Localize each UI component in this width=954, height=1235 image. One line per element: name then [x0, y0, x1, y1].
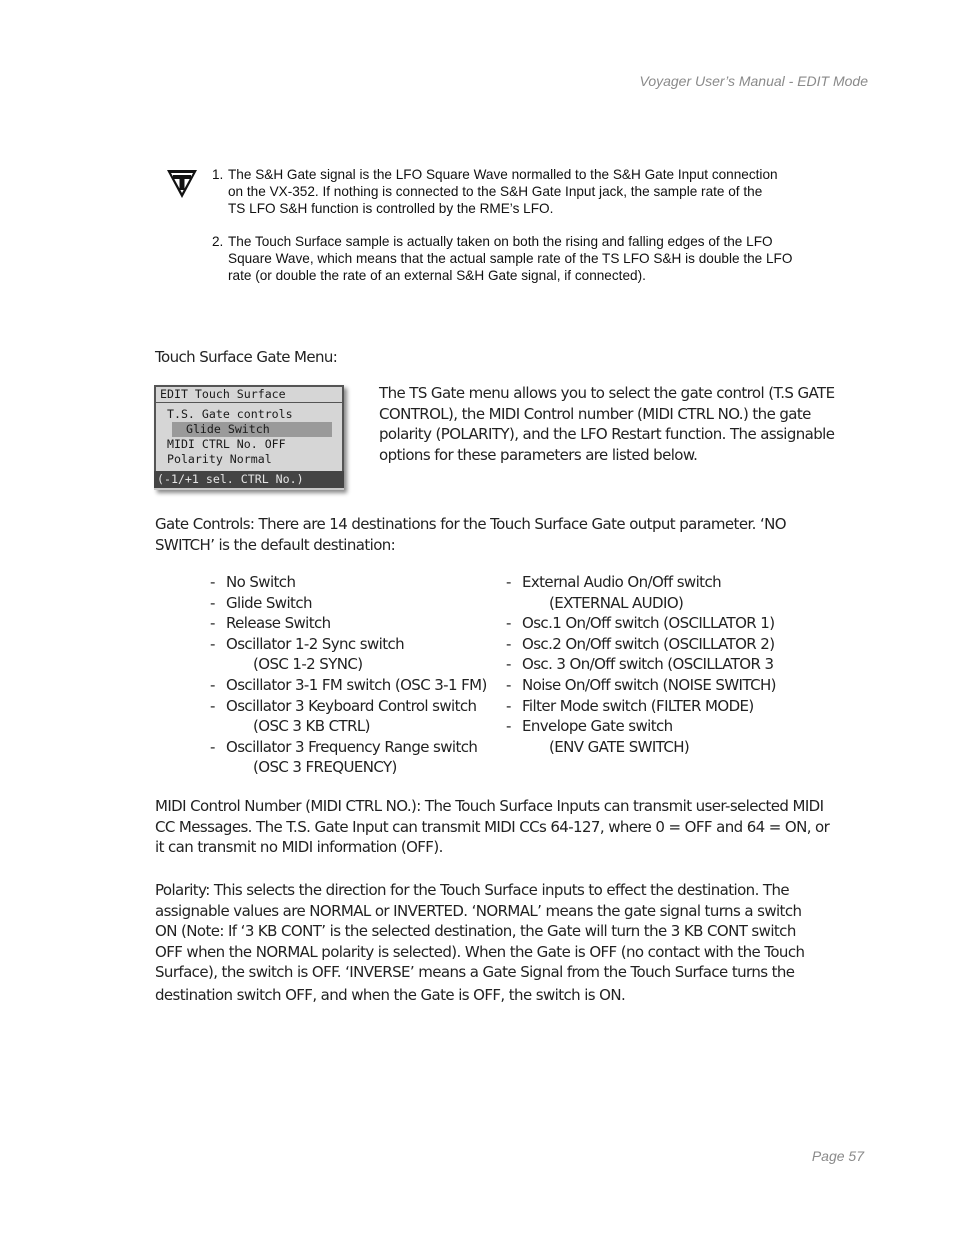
note-line: The S&H Gate signal is the LFO Square Wave normalled to the S&H Gate Input connection	[228, 167, 778, 182]
note-line: TS LFO S&H function is controlled by the RME’s LFO.	[228, 201, 554, 216]
running-header: Voyager User’s Manual - EDIT Mode	[639, 73, 868, 89]
list-item: - Osc. 3 On/Off switch (OSCILLATOR 3	[506, 655, 774, 674]
text-line: SWITCH’ is the default destination:	[155, 535, 396, 554]
destination-list-right	[506, 572, 776, 757]
list-item: - Release Switch	[210, 614, 331, 633]
list-item: - No Switch	[210, 573, 296, 591]
gate-controls-intro	[155, 514, 815, 555]
midi-control-paragraph	[155, 796, 845, 858]
note-line: on the VX-352. If nothing is connected to the S&H Gate Input jack, the sample rate of the	[228, 184, 763, 199]
text-line: polarity (POLARITY), and the LFO Restart function. The assignable	[379, 425, 835, 444]
list-item-continuation: (OSC 1-2 SYNC)	[253, 655, 363, 674]
text-line: Gate Controls: There are 14 destinations for the Touch Surface Gate output parameter. ‘NO	[155, 515, 786, 533]
list-item: - Noise On/Off switch (NOISE SWITCH)	[506, 675, 776, 694]
text-line: CC Messages. The T.S. Gate Input can transmit MIDI CCs 64-127, where 0 = OFF and 64 = ON, or	[155, 817, 830, 836]
note-line: Square Wave, which means that the actual sample rate of the TS LFO S&H is double the LFO	[228, 251, 793, 266]
text-line: it can transmit no MIDI information (OFF).	[155, 838, 443, 857]
text-line: destination switch OFF, and when the Gate is OFF, the switch is ON.	[155, 985, 626, 1004]
list-item-continuation: (ENV GATE SWITCH)	[549, 737, 690, 756]
note-number: 1.	[212, 167, 224, 182]
menu-description	[379, 383, 839, 465]
list-item: - Osc.1 On/Off switch (OSCILLATOR 1)	[506, 614, 775, 633]
text-line: CONTROL), the MIDI Control number (MIDI CTRL NO.) the gate	[379, 404, 811, 423]
lcd-title: EDIT Touch Surface	[160, 387, 286, 401]
note-line: The Touch Surface sample is actually taken on both the rising and falling edges of the LFO	[228, 234, 773, 249]
list-item: - Osc.2 On/Off switch (OSCILLATOR 2)	[506, 634, 775, 653]
text-line: ON (Note: If ‘3 KB CONT’ is the selected destination, the Gate will turn the 3 KB CONT switch	[155, 922, 796, 941]
text-line: options for these parameters are listed below.	[379, 445, 698, 464]
lcd-footer: (-1/+1 sel. CTRL No.)	[154, 471, 344, 488]
lcd-selected-line: Glide Switch	[172, 422, 332, 437]
list-item-continuation: (OSC 3 KB CTRL)	[253, 717, 370, 736]
note-line: rate (or double the rate of an external S&H Gate signal, if connected).	[228, 268, 646, 283]
list-item: - Glide Switch	[210, 593, 312, 612]
tip-note-1	[212, 166, 822, 217]
list-item: - Oscillator 3 Frequency Range switch	[210, 737, 478, 756]
text-line: The TS Gate menu allows you to select the gate control (T.S GATE	[379, 384, 835, 402]
list-item: - External Audio On/Off switch	[506, 573, 721, 591]
lcd-screenshot	[154, 385, 344, 490]
text-line: Polarity: This selects the direction for the Touch Surface inputs to effect the destination. The	[155, 881, 790, 899]
polarity-paragraph	[155, 880, 825, 1006]
list-item: - Oscillator 3-1 FM switch (OSC 3-1 FM)	[210, 675, 487, 694]
list-item: - Oscillator 3 Keyboard Control switch	[210, 696, 477, 715]
tip-notes	[212, 166, 822, 300]
text-line: assignable values are NORMAL or INVERTED. ‘NORMAL’ means the gate signal turns a switch	[155, 901, 802, 920]
list-item-continuation: (EXTERNAL AUDIO)	[549, 593, 684, 612]
section-heading: Touch Surface Gate Menu:	[155, 348, 338, 366]
list-item: - Envelope Gate switch	[506, 717, 673, 736]
tip-note-2	[212, 233, 822, 284]
text-line: Surface), the switch is OFF. ‘INVERSE’ means a Gate Signal from the Touch Surface turns the	[155, 963, 795, 982]
lcd-display	[154, 385, 344, 472]
lcd-line: MIDI CTRL No. OFF	[160, 437, 286, 451]
lcd-divider	[156, 402, 342, 403]
text-line: MIDI Control Number (MIDI CTRL NO.): The Touch Surface Inputs can transmit user-selected MIDI	[155, 797, 824, 815]
list-item: - Oscillator 1-2 Sync switch	[210, 634, 405, 653]
tip-t-icon	[166, 168, 198, 200]
page-number: Page 57	[811, 1148, 864, 1164]
note-number: 2.	[212, 234, 224, 249]
destination-list-left	[210, 572, 487, 778]
list-item: - Filter Mode switch (FILTER MODE)	[506, 696, 754, 715]
lcd-line: T.S. Gate controls	[160, 407, 293, 421]
lcd-line: Polarity Normal	[160, 452, 272, 466]
list-item-continuation: (OSC 3 FREQUENCY)	[253, 758, 397, 777]
text-line: OFF when the NORMAL polarity is selected). When the Gate is OFF (no contact with the Touch	[155, 942, 805, 961]
